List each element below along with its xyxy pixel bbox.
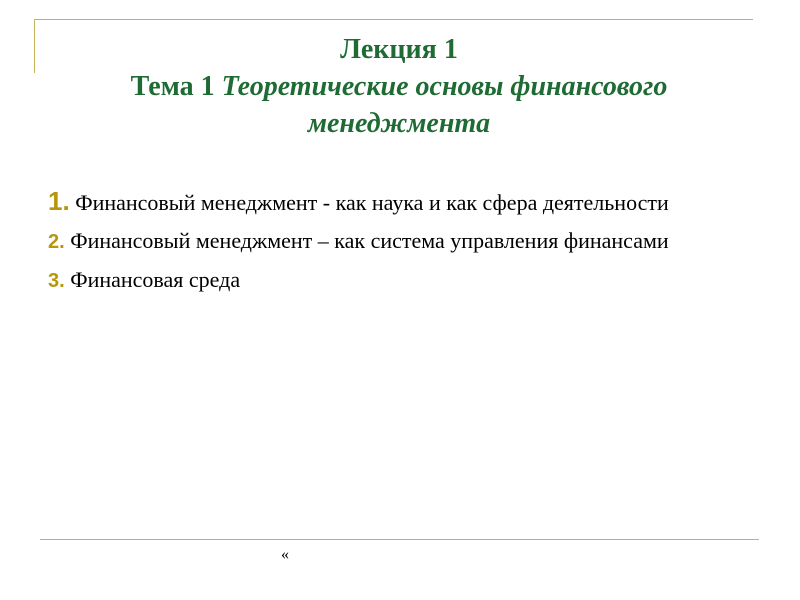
topic-title: Теоретические основы финансового менеджмента (221, 71, 668, 139)
agenda-item-text: Финансовый менеджмент - как наука и как сфера деятельности (75, 190, 669, 215)
agenda-item (48, 185, 748, 219)
agenda-item-number: 3. (48, 270, 65, 292)
agenda-item (48, 225, 748, 258)
topic-prefix: Тема 1 (130, 71, 215, 102)
agenda-item-number: 2. (48, 231, 65, 253)
agenda-item (48, 264, 748, 297)
left-divider (34, 19, 35, 73)
footer-mark: « (281, 546, 289, 563)
lecture-heading: Лекция 1 (340, 34, 458, 65)
slide-title (40, 31, 758, 142)
agenda-item-number: 1. (48, 186, 70, 216)
agenda-item-text: Финансовая среда (70, 267, 241, 292)
bottom-divider (40, 539, 759, 540)
topic-heading (40, 68, 758, 142)
agenda-list (48, 185, 748, 303)
top-divider (34, 19, 753, 20)
agenda-item-text: Финансовый менеджмент – как система управления финансами (70, 228, 669, 253)
